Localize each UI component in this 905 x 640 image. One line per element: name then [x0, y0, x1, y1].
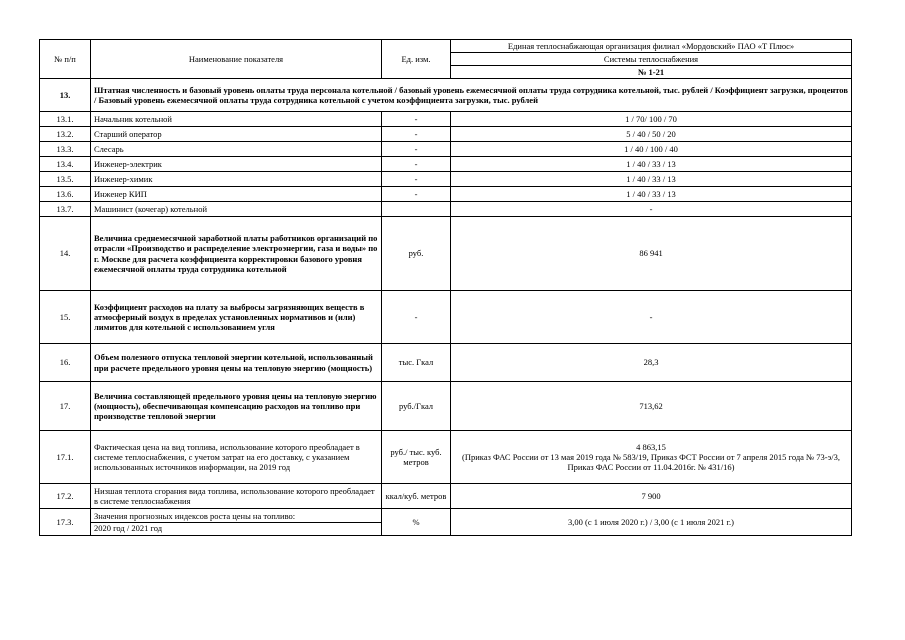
row-name: Величина среднемесячной заработной платы работников организаций по отрасли «Производство и распределение электроэнергии, газа и воды» по г. Москве для расчета коэффициента корректировки базового уровня ежемесячной оплаты труда сотрудника котельной — [91, 217, 382, 291]
row-value-cell — [451, 431, 852, 484]
row-name: Старший оператор — [91, 127, 382, 142]
row-num: 13.3. — [40, 142, 91, 157]
row-value: 1 / 70/ 100 / 70 — [451, 112, 852, 127]
row-name: Инженер КИП — [91, 187, 382, 202]
row-value: 3,00 (с 1 июля 2020 г.) / 3,00 (с 1 июля 2021 г.) — [451, 509, 852, 536]
header-unit: Ед. изм. — [382, 40, 451, 79]
row-unit: тыс. Гкал — [382, 344, 451, 382]
row-name: Слесарь — [91, 142, 382, 157]
row-name: Коэффициент расходов на плату за выбросы загрязняющих веществ в атмосферный воздух в пределах установленных нормативов и (или) лимитов для котельной с использованием угля — [91, 291, 382, 344]
header-num: № п/п — [40, 40, 91, 79]
row-unit: - — [382, 187, 451, 202]
row-num: 13. — [40, 79, 91, 112]
row-num: 13.6. — [40, 187, 91, 202]
row-name: Объем полезного отпуска тепловой энергии котельной, использованный при расчете предельного уровня цены на тепловую энергию (мощность) — [91, 344, 382, 382]
header-systems: Системы теплоснабжения — [451, 53, 852, 66]
row-unit: % — [382, 509, 451, 536]
row-value: 1 / 40 / 33 / 13 — [451, 187, 852, 202]
header-name: Наименование показателя — [91, 40, 382, 79]
row-num: 13.1. — [40, 112, 91, 127]
row-unit — [382, 202, 451, 217]
row-unit: руб. — [382, 217, 451, 291]
row-unit: - — [382, 291, 451, 344]
row-num: 13.4. — [40, 157, 91, 172]
table-row — [40, 142, 852, 157]
row-num: 17.2. — [40, 484, 91, 509]
row-name: Инженер-химик — [91, 172, 382, 187]
row-num: 17. — [40, 382, 91, 431]
table-row — [40, 509, 852, 536]
row-unit: - — [382, 127, 451, 142]
row-name-cell — [91, 509, 382, 536]
table-row — [40, 291, 852, 344]
row-num: 14. — [40, 217, 91, 291]
row-num: 13.5. — [40, 172, 91, 187]
row-value: 4 863,15 — [636, 441, 666, 452]
table-row — [40, 157, 852, 172]
row-num: 16. — [40, 344, 91, 382]
section-13-title: Штатная численность и базовый уровень оплаты труда персонала котельной / базовый уровень ежемесячной оплаты труда сотрудника котельной, тыс. рублей / Коэффициент загрузки, процентов / Базовый уровень ежемесячной оплаты труда сотрудника котельной с учетом коэффициента загрузки, тыс. рублей — [91, 79, 852, 112]
header-system-num: № 1-21 — [451, 66, 852, 79]
table-row — [40, 187, 852, 202]
header-row — [40, 40, 852, 53]
row-num: 17.3. — [40, 509, 91, 536]
row-note: (Приказ ФАС России от 13 мая 2019 года № 583/19, Приказ ФСТ России от 7 апреля 2015 года № 73-э/3, Приказ ФАС России от 11.04.2016г. № 431/16) — [462, 451, 840, 473]
row-num: 17.1. — [40, 431, 91, 484]
header-org: Единая теплоснабжающая организация филиал «Мордовский» ПАО «Т Плюс» — [451, 40, 852, 53]
row-num: 13.7. — [40, 202, 91, 217]
row-value: 713,62 — [451, 382, 852, 431]
row-name: Инженер-электрик — [91, 157, 382, 172]
row-unit: руб./Гкал — [382, 382, 451, 431]
row-name: Машинист (кочегар) котельной — [91, 202, 382, 217]
row-name: Значения прогнозных индексов роста цены на топливо: — [94, 510, 296, 521]
row-name: Величина составляющей предельного уровня цены на тепловую энергию (мощность), обеспечивающая компенсацию расходов на топливо при производстве тепловой энергии — [91, 382, 382, 431]
table-row — [40, 202, 852, 217]
row-unit: - — [382, 142, 451, 157]
table-row — [40, 484, 852, 509]
row-unit: - — [382, 112, 451, 127]
row-value: 1 / 40 / 100 / 40 — [451, 142, 852, 157]
table-row — [40, 431, 852, 484]
row-unit: - — [382, 172, 451, 187]
table-row — [40, 172, 852, 187]
row-unit: ккал/куб. метров — [382, 484, 451, 509]
table-row — [40, 382, 852, 431]
row-name: Начальник котельной — [91, 112, 382, 127]
row-value: 1 / 40 / 33 / 13 — [451, 157, 852, 172]
row-unit: руб./ тыс. куб. метров — [382, 431, 451, 484]
row-num: 15. — [40, 291, 91, 344]
table-row — [40, 127, 852, 142]
row-value: 5 / 40 / 50 / 20 — [451, 127, 852, 142]
row-value: 1 / 40 / 33 / 13 — [451, 172, 852, 187]
table-row — [40, 217, 852, 291]
row-unit: - — [382, 157, 451, 172]
row-value: - — [451, 291, 852, 344]
row-value: 86 941 — [451, 217, 852, 291]
row-name-years: 2020 год / 2021 год — [91, 522, 381, 533]
table-row — [40, 112, 852, 127]
row-value: - — [451, 202, 852, 217]
table-row — [40, 344, 852, 382]
row-name: Фактическая цена на вид топлива, использование которого преобладает в системе теплоснабжения, с учетом затрат на его доставку, с указанием использованных источников информации, на 2019 год — [91, 431, 382, 484]
indicators-table — [39, 39, 852, 536]
section-13-row — [40, 79, 852, 112]
row-value: 28,3 — [451, 344, 852, 382]
row-value: 7 900 — [451, 484, 852, 509]
row-num: 13.2. — [40, 127, 91, 142]
row-name: Низшая теплота сгорания вида топлива, использование которого преобладает в системе теплоснабжения — [91, 484, 382, 509]
